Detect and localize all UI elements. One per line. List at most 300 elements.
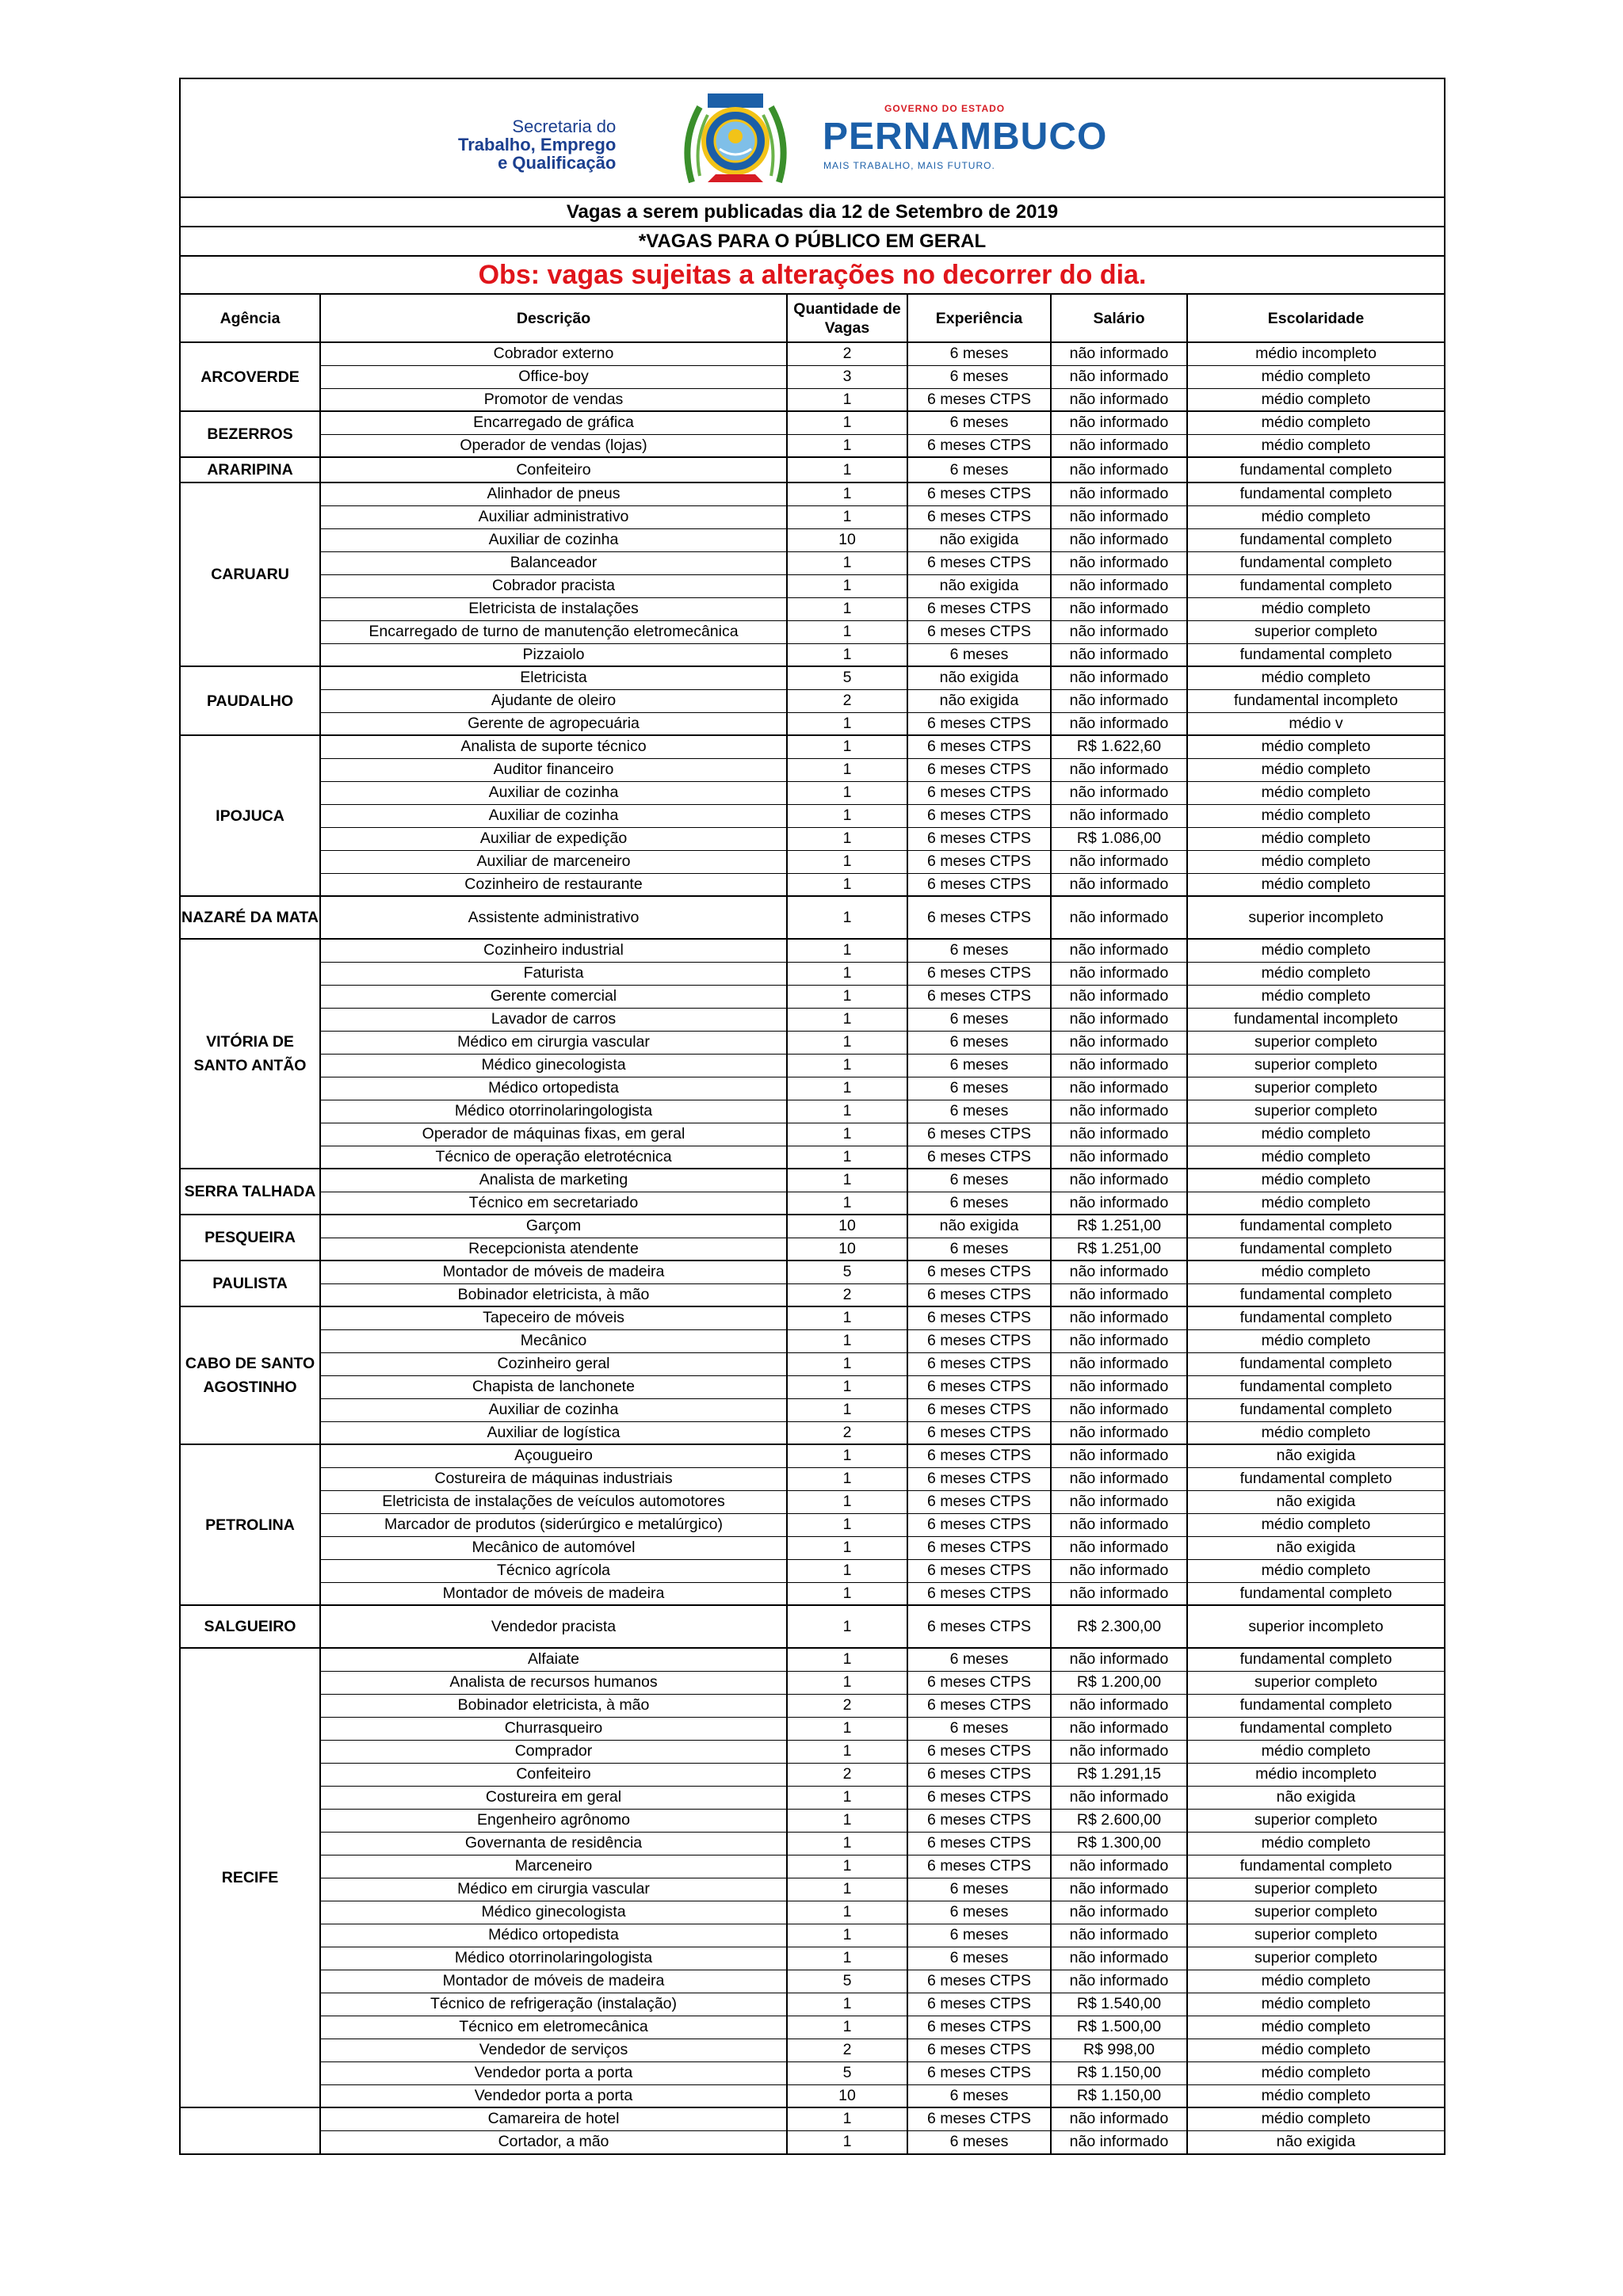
quantidade-cell: 1 xyxy=(787,873,907,896)
table-row xyxy=(181,2084,1444,2107)
quantidade-cell: 10 xyxy=(787,528,907,551)
experiencia-cell: 6 meses CTPS xyxy=(907,1694,1051,1717)
table-row xyxy=(181,1031,1444,1054)
escolaridade-cell: médio completo xyxy=(1187,758,1444,781)
salario-cell: R$ 1.251,00 xyxy=(1051,1238,1187,1261)
descricao-cell: Auditor financeiro xyxy=(320,758,787,781)
quantidade-cell: 2 xyxy=(787,2039,907,2061)
escolaridade-cell: fundamental completo xyxy=(1187,1467,1444,1490)
quantidade-cell: 1 xyxy=(787,1671,907,1694)
escolaridade-cell: fundamental completo xyxy=(1187,1694,1444,1717)
quantidade-cell: 10 xyxy=(787,1238,907,1261)
experiencia-cell: 6 meses CTPS xyxy=(907,712,1051,735)
experiencia-cell: 6 meses xyxy=(907,1924,1051,1947)
descricao-cell: Médico ortopedista xyxy=(320,1924,787,1947)
descricao-cell: Médico em cirurgia vascular xyxy=(320,1878,787,1901)
experiencia-cell: 6 meses xyxy=(907,1878,1051,1901)
escolaridade-cell: médio completo xyxy=(1187,1993,1444,2016)
table-row xyxy=(181,1077,1444,1100)
quantidade-cell: 1 xyxy=(787,1031,907,1054)
descricao-cell: Gerente comercial xyxy=(320,985,787,1008)
escolaridade-cell: médio completo xyxy=(1187,1970,1444,1993)
descricao-cell: Técnico em eletromecânica xyxy=(320,2016,787,2039)
quantidade-cell: 1 xyxy=(787,434,907,457)
salario-cell: não informado xyxy=(1051,758,1187,781)
quantidade-cell: 1 xyxy=(787,2107,907,2130)
table-row xyxy=(181,1352,1444,1375)
salario-cell: R$ 1.150,00 xyxy=(1051,2084,1187,2107)
descricao-cell: Cortador, a mão xyxy=(320,2130,787,2153)
escolaridade-cell: superior incompleto xyxy=(1187,1605,1444,1648)
escolaridade-cell: fundamental completo xyxy=(1187,551,1444,574)
escolaridade-cell: médio incompleto xyxy=(1187,342,1444,365)
secretaria-line2: Trabalho, Emprego xyxy=(458,135,617,154)
quantidade-cell: 1 xyxy=(787,1054,907,1077)
quantidade-cell: 1 xyxy=(787,735,907,758)
descricao-cell: Médico ortopedista xyxy=(320,1077,787,1100)
escolaridade-cell: fundamental completo xyxy=(1187,482,1444,505)
salario-cell: não informado xyxy=(1051,850,1187,873)
table-row xyxy=(181,1490,1444,1513)
page-title: Vagas a serem publicadas dia 12 de Setembro de 2019 xyxy=(181,198,1444,227)
salario-cell: não informado xyxy=(1051,411,1187,434)
experiencia-cell: 6 meses CTPS xyxy=(907,1375,1051,1398)
experiencia-cell: 6 meses CTPS xyxy=(907,597,1051,620)
agency-cell: PAUDALHO xyxy=(181,666,320,735)
table-row xyxy=(181,528,1444,551)
quantidade-cell: 1 xyxy=(787,1169,907,1192)
quantidade-cell: 1 xyxy=(787,388,907,411)
experiencia-cell: 6 meses xyxy=(907,1901,1051,1924)
escolaridade-cell: fundamental completo xyxy=(1187,1582,1444,1605)
table-row xyxy=(181,1671,1444,1694)
col-header-salario: Salário xyxy=(1051,295,1187,342)
experiencia-cell: 6 meses xyxy=(907,1031,1051,1054)
quantidade-cell: 5 xyxy=(787,1261,907,1283)
quantidade-cell: 1 xyxy=(787,1123,907,1146)
descricao-cell: Pizzaiolo xyxy=(320,643,787,666)
table-row xyxy=(181,712,1444,735)
descricao-cell: Analista de marketing xyxy=(320,1169,787,1192)
salario-cell: R$ 1.291,15 xyxy=(1051,1763,1187,1786)
table-row xyxy=(181,1855,1444,1878)
salario-cell: R$ 1.622,60 xyxy=(1051,735,1187,758)
escolaridade-cell: médio completo xyxy=(1187,827,1444,850)
escolaridade-cell: não exigida xyxy=(1187,1536,1444,1559)
descricao-cell: Cozinheiro geral xyxy=(320,1352,787,1375)
experiencia-cell: 6 meses CTPS xyxy=(907,1786,1051,1809)
salario-cell: R$ 2.600,00 xyxy=(1051,1809,1187,1832)
salario-cell: R$ 2.300,00 xyxy=(1051,1605,1187,1648)
descricao-cell: Médico ginecologista xyxy=(320,1054,787,1077)
experiencia-cell: 6 meses CTPS xyxy=(907,1467,1051,1490)
salario-cell: não informado xyxy=(1051,689,1187,712)
table-row xyxy=(181,2039,1444,2061)
table-row xyxy=(181,804,1444,827)
table-row xyxy=(181,365,1444,388)
escolaridade-cell: médio completo xyxy=(1187,1832,1444,1855)
descricao-cell: Auxiliar de cozinha xyxy=(320,1398,787,1421)
escolaridade-cell: médio completo xyxy=(1187,1559,1444,1582)
descricao-cell: Camareira de hotel xyxy=(320,2107,787,2130)
quantidade-cell: 1 xyxy=(787,1786,907,1809)
table-row xyxy=(181,1970,1444,1993)
salario-cell: não informado xyxy=(1051,1901,1187,1924)
salario-cell: não informado xyxy=(1051,1740,1187,1763)
table-row xyxy=(181,689,1444,712)
quantidade-cell: 1 xyxy=(787,1993,907,2016)
quantidade-cell: 1 xyxy=(787,551,907,574)
experiencia-cell: 6 meses CTPS xyxy=(907,1832,1051,1855)
descricao-cell: Açougueiro xyxy=(320,1444,787,1467)
salario-cell: não informado xyxy=(1051,1100,1187,1123)
quantidade-cell: 1 xyxy=(787,1717,907,1740)
descricao-cell: Bobinador eletricista, à mão xyxy=(320,1283,787,1306)
agency-cell: VITÓRIA DE SANTO ANTÃO xyxy=(181,939,320,1169)
experiencia-cell: 6 meses CTPS xyxy=(907,1261,1051,1283)
governo-label: GOVERNO DO ESTADO xyxy=(884,103,1006,114)
salario-cell: não informado xyxy=(1051,1169,1187,1192)
escolaridade-cell: fundamental completo xyxy=(1187,1352,1444,1375)
escolaridade-cell: superior completo xyxy=(1187,1924,1444,1947)
descricao-cell: Operador de máquinas fixas, em geral xyxy=(320,1123,787,1146)
experiencia-cell: 6 meses CTPS xyxy=(907,505,1051,528)
quantidade-cell: 1 xyxy=(787,1648,907,1671)
salario-cell: não informado xyxy=(1051,1123,1187,1146)
descricao-cell: Vendedor porta a porta xyxy=(320,2061,787,2084)
table-row xyxy=(181,1763,1444,1786)
col-header-quantidade xyxy=(787,295,907,342)
salario-cell: R$ 1.500,00 xyxy=(1051,2016,1187,2039)
quantidade-cell: 1 xyxy=(787,1100,907,1123)
table-row xyxy=(181,1444,1444,1467)
quantidade-cell: 1 xyxy=(787,758,907,781)
salario-cell: não informado xyxy=(1051,781,1187,804)
salario-cell: não informado xyxy=(1051,1970,1187,1993)
experiencia-cell: 6 meses CTPS xyxy=(907,1146,1051,1169)
experiencia-cell: 6 meses CTPS xyxy=(907,551,1051,574)
experiencia-cell: 6 meses CTPS xyxy=(907,1306,1051,1329)
salario-cell: não informado xyxy=(1051,666,1187,689)
quantidade-cell: 1 xyxy=(787,850,907,873)
salario-cell: não informado xyxy=(1051,1924,1187,1947)
experiencia-cell: 6 meses CTPS xyxy=(907,482,1051,505)
salario-cell: não informado xyxy=(1051,1031,1187,1054)
escolaridade-cell: médio completo xyxy=(1187,2084,1444,2107)
descricao-cell: Encarregado de turno de manutenção eletromecânica xyxy=(320,620,787,643)
salario-cell: R$ 1.086,00 xyxy=(1051,827,1187,850)
experiencia-cell: 6 meses CTPS xyxy=(907,1582,1051,1605)
salario-cell: não informado xyxy=(1051,1054,1187,1077)
descricao-cell: Balanceador xyxy=(320,551,787,574)
table-row xyxy=(181,873,1444,896)
salario-cell: não informado xyxy=(1051,342,1187,365)
descricao-cell: Alfaiate xyxy=(320,1648,787,1671)
agency-cell: SALGUEIRO xyxy=(181,1605,320,1648)
salario-cell: não informado xyxy=(1051,2130,1187,2153)
quantidade-cell: 1 xyxy=(787,1559,907,1582)
experiencia-cell: 6 meses xyxy=(907,1054,1051,1077)
quantidade-cell: 1 xyxy=(787,1467,907,1490)
experiencia-cell: 6 meses xyxy=(907,411,1051,434)
salario-cell: não informado xyxy=(1051,1398,1187,1421)
agency-cell: ARCOVERDE xyxy=(181,342,320,411)
table-row xyxy=(181,1008,1444,1031)
quantidade-cell: 1 xyxy=(787,1582,907,1605)
salario-cell: não informado xyxy=(1051,1648,1187,1671)
table-row xyxy=(181,1582,1444,1605)
escolaridade-cell: médio completo xyxy=(1187,365,1444,388)
experiencia-cell: não exigida xyxy=(907,666,1051,689)
quantidade-cell: 1 xyxy=(787,827,907,850)
descricao-cell: Analista de suporte técnico xyxy=(320,735,787,758)
escolaridade-cell: superior completo xyxy=(1187,1671,1444,1694)
salario-cell: R$ 1.540,00 xyxy=(1051,1993,1187,2016)
table-row xyxy=(181,781,1444,804)
quantidade-cell: 1 xyxy=(787,939,907,962)
experiencia-cell: 6 meses CTPS xyxy=(907,735,1051,758)
escolaridade-cell: médio completo xyxy=(1187,411,1444,434)
agency-cell: PAULISTA xyxy=(181,1261,320,1306)
table-row xyxy=(181,939,1444,962)
secretaria-logo xyxy=(458,117,616,172)
escolaridade-cell: fundamental completo xyxy=(1187,1375,1444,1398)
descricao-cell: Churrasqueiro xyxy=(320,1717,787,1740)
col-header-quantidade-label: Quantidade de Vagas xyxy=(793,299,901,337)
experiencia-cell: 6 meses CTPS xyxy=(907,1352,1051,1375)
table-row xyxy=(181,620,1444,643)
table-row xyxy=(181,1901,1444,1924)
escolaridade-cell: superior completo xyxy=(1187,1809,1444,1832)
descricao-cell: Técnico em secretariado xyxy=(320,1192,787,1215)
table-row xyxy=(181,985,1444,1008)
table-row xyxy=(181,1421,1444,1444)
salario-cell: não informado xyxy=(1051,1947,1187,1970)
descricao-cell: Cozinheiro industrial xyxy=(320,939,787,962)
descricao-cell: Auxiliar administrativo xyxy=(320,505,787,528)
experiencia-cell: 6 meses CTPS xyxy=(907,1123,1051,1146)
descricao-cell: Confeiteiro xyxy=(320,1763,787,1786)
quantidade-cell: 1 xyxy=(787,482,907,505)
escolaridade-cell: médio completo xyxy=(1187,2016,1444,2039)
experiencia-cell: 6 meses CTPS xyxy=(907,1421,1051,1444)
quantidade-cell: 1 xyxy=(787,1513,907,1536)
salario-cell: não informado xyxy=(1051,597,1187,620)
descricao-cell: Médico ginecologista xyxy=(320,1901,787,1924)
salario-cell: não informado xyxy=(1051,1008,1187,1031)
table-row xyxy=(181,1559,1444,1582)
agency-cell: CABO DE SANTO AGOSTINHO xyxy=(181,1306,320,1444)
experiencia-cell: 6 meses CTPS xyxy=(907,1671,1051,1694)
escolaridade-cell: superior completo xyxy=(1187,1901,1444,1924)
table-row xyxy=(181,2016,1444,2039)
experiencia-cell: 6 meses CTPS xyxy=(907,896,1051,939)
descricao-cell: Bobinador eletricista, à mão xyxy=(320,1694,787,1717)
logo-header xyxy=(181,79,1444,198)
descricao-cell: Montador de móveis de madeira xyxy=(320,1582,787,1605)
table-row xyxy=(181,1536,1444,1559)
descricao-cell: Técnico de refrigeração (instalação) xyxy=(320,1993,787,2016)
escolaridade-cell: fundamental completo xyxy=(1187,457,1444,482)
escolaridade-cell: médio completo xyxy=(1187,781,1444,804)
experiencia-cell: 6 meses CTPS xyxy=(907,781,1051,804)
escolaridade-cell: fundamental completo xyxy=(1187,1717,1444,1740)
brand-tagline: MAIS TRABALHO, MAIS FUTURO. xyxy=(823,160,995,171)
descricao-cell: Montador de móveis de madeira xyxy=(320,1970,787,1993)
experiencia-cell: 6 meses xyxy=(907,1238,1051,1261)
escolaridade-cell: fundamental completo xyxy=(1187,574,1444,597)
escolaridade-cell: médio completo xyxy=(1187,388,1444,411)
experiencia-cell: 6 meses xyxy=(907,1947,1051,1970)
quantidade-cell: 1 xyxy=(787,1605,907,1648)
escolaridade-cell: superior completo xyxy=(1187,1054,1444,1077)
table-row xyxy=(181,1993,1444,2016)
quantidade-cell: 1 xyxy=(787,1192,907,1215)
table-row xyxy=(181,2061,1444,2084)
table-row xyxy=(181,482,1444,505)
descricao-cell: Vendedor pracista xyxy=(320,1605,787,1648)
experiencia-cell: 6 meses xyxy=(907,457,1051,482)
experiencia-cell: 6 meses xyxy=(907,939,1051,962)
quantidade-cell: 1 xyxy=(787,712,907,735)
table-row xyxy=(181,1786,1444,1809)
descricao-cell: Vendedor porta a porta xyxy=(320,2084,787,2107)
quantidade-cell: 1 xyxy=(787,781,907,804)
agency-cell: RECIFE xyxy=(181,1648,320,2107)
salario-cell: não informado xyxy=(1051,1855,1187,1878)
salario-cell: não informado xyxy=(1051,1513,1187,1536)
experiencia-cell: 6 meses CTPS xyxy=(907,2061,1051,2084)
experiencia-cell: não exigida xyxy=(907,1215,1051,1238)
escolaridade-cell: superior completo xyxy=(1187,1100,1444,1123)
table-row xyxy=(181,1283,1444,1306)
table-row xyxy=(181,1238,1444,1261)
escolaridade-cell: médio completo xyxy=(1187,2061,1444,2084)
escolaridade-cell: fundamental completo xyxy=(1187,1306,1444,1329)
agency-cell: ARARIPINA xyxy=(181,457,320,482)
table-row xyxy=(181,2130,1444,2153)
escolaridade-cell: médio incompleto xyxy=(1187,1763,1444,1786)
agency-cell: NAZARÉ DA MATA xyxy=(181,896,320,939)
quantidade-cell: 1 xyxy=(787,1924,907,1947)
descricao-cell: Operador de vendas (lojas) xyxy=(320,434,787,457)
experiencia-cell: 6 meses CTPS xyxy=(907,1970,1051,1993)
quantidade-cell: 1 xyxy=(787,1947,907,1970)
escolaridade-cell: médio completo xyxy=(1187,1329,1444,1352)
escolaridade-cell: não exigida xyxy=(1187,1786,1444,1809)
experiencia-cell: não exigida xyxy=(907,528,1051,551)
quantidade-cell: 1 xyxy=(787,620,907,643)
experiencia-cell: 6 meses xyxy=(907,2084,1051,2107)
salario-cell: não informado xyxy=(1051,1146,1187,1169)
agency-cell: IPOJUCA xyxy=(181,735,320,896)
salario-cell: não informado xyxy=(1051,804,1187,827)
job-listing-sheet xyxy=(179,78,1445,2155)
descricao-cell: Encarregado de gráfica xyxy=(320,411,787,434)
page-subtitle: *VAGAS PARA O PÚBLICO EM GERAL xyxy=(181,227,1444,257)
table-body xyxy=(181,342,1444,2153)
table-row xyxy=(181,505,1444,528)
quantidade-cell: 1 xyxy=(787,896,907,939)
escolaridade-cell: fundamental completo xyxy=(1187,1648,1444,1671)
table-row xyxy=(181,1215,1444,1238)
descricao-cell: Cobrador pracista xyxy=(320,574,787,597)
table-row xyxy=(181,1398,1444,1421)
salario-cell: não informado xyxy=(1051,505,1187,528)
experiencia-cell: 6 meses CTPS xyxy=(907,985,1051,1008)
col-header-experiencia: Experiência xyxy=(907,295,1051,342)
salario-cell: não informado xyxy=(1051,1536,1187,1559)
salario-cell: não informado xyxy=(1051,1444,1187,1467)
salario-cell: não informado xyxy=(1051,962,1187,985)
experiencia-cell: 6 meses CTPS xyxy=(907,1398,1051,1421)
descricao-cell: Médico otorrinolaringologista xyxy=(320,1947,787,1970)
experiencia-cell: 6 meses CTPS xyxy=(907,620,1051,643)
salario-cell: R$ 1.251,00 xyxy=(1051,1215,1187,1238)
salario-cell: R$ 998,00 xyxy=(1051,2039,1187,2061)
experiencia-cell: 6 meses xyxy=(907,342,1051,365)
experiencia-cell: 6 meses xyxy=(907,1100,1051,1123)
quantidade-cell: 1 xyxy=(787,1878,907,1901)
quantidade-cell: 1 xyxy=(787,1901,907,1924)
quantidade-cell: 2 xyxy=(787,1421,907,1444)
salario-cell: não informado xyxy=(1051,620,1187,643)
descricao-cell: Alinhador de pneus xyxy=(320,482,787,505)
table-row xyxy=(181,1054,1444,1077)
quantidade-cell: 1 xyxy=(787,1329,907,1352)
salario-cell: R$ 1.300,00 xyxy=(1051,1832,1187,1855)
descricao-cell: Marceneiro xyxy=(320,1855,787,1878)
salario-cell: não informado xyxy=(1051,1375,1187,1398)
experiencia-cell: 6 meses xyxy=(907,365,1051,388)
descricao-cell: Vendedor de serviços xyxy=(320,2039,787,2061)
descricao-cell: Recepcionista atendente xyxy=(320,1238,787,1261)
table-row xyxy=(181,666,1444,689)
escolaridade-cell: médio completo xyxy=(1187,597,1444,620)
escolaridade-cell: fundamental completo xyxy=(1187,1283,1444,1306)
escolaridade-cell: não exigida xyxy=(1187,1490,1444,1513)
descricao-cell: Médico otorrinolaringologista xyxy=(320,1100,787,1123)
table-row xyxy=(181,643,1444,666)
quantidade-cell: 1 xyxy=(787,1740,907,1763)
quantidade-cell: 5 xyxy=(787,2061,907,2084)
agency-cell: CARUARU xyxy=(181,482,320,666)
quantidade-cell: 10 xyxy=(787,1215,907,1238)
table-row xyxy=(181,1648,1444,1671)
descricao-cell: Lavador de carros xyxy=(320,1008,787,1031)
quantidade-cell: 1 xyxy=(787,1832,907,1855)
descricao-cell: Auxiliar de cozinha xyxy=(320,804,787,827)
salario-cell: não informado xyxy=(1051,1717,1187,1740)
quantidade-cell: 1 xyxy=(787,643,907,666)
agency-cell: PESQUEIRA xyxy=(181,1215,320,1261)
descricao-cell: Faturista xyxy=(320,962,787,985)
agency-cell: SERRA TALHADA xyxy=(181,1169,320,1215)
escolaridade-cell: fundamental completo xyxy=(1187,1398,1444,1421)
descricao-cell: Costureira de máquinas industriais xyxy=(320,1467,787,1490)
pernambuco-coat-of-arms-icon xyxy=(676,87,795,192)
experiencia-cell: 6 meses xyxy=(907,1008,1051,1031)
table-row xyxy=(181,735,1444,758)
quantidade-cell: 1 xyxy=(787,1306,907,1329)
quantidade-cell: 1 xyxy=(787,1077,907,1100)
experiencia-cell: não exigida xyxy=(907,574,1051,597)
quantidade-cell: 1 xyxy=(787,1536,907,1559)
escolaridade-cell: médio completo xyxy=(1187,1192,1444,1215)
experiencia-cell: 6 meses CTPS xyxy=(907,1444,1051,1467)
salario-cell: não informado xyxy=(1051,2107,1187,2130)
escolaridade-cell: não exigida xyxy=(1187,2130,1444,2153)
